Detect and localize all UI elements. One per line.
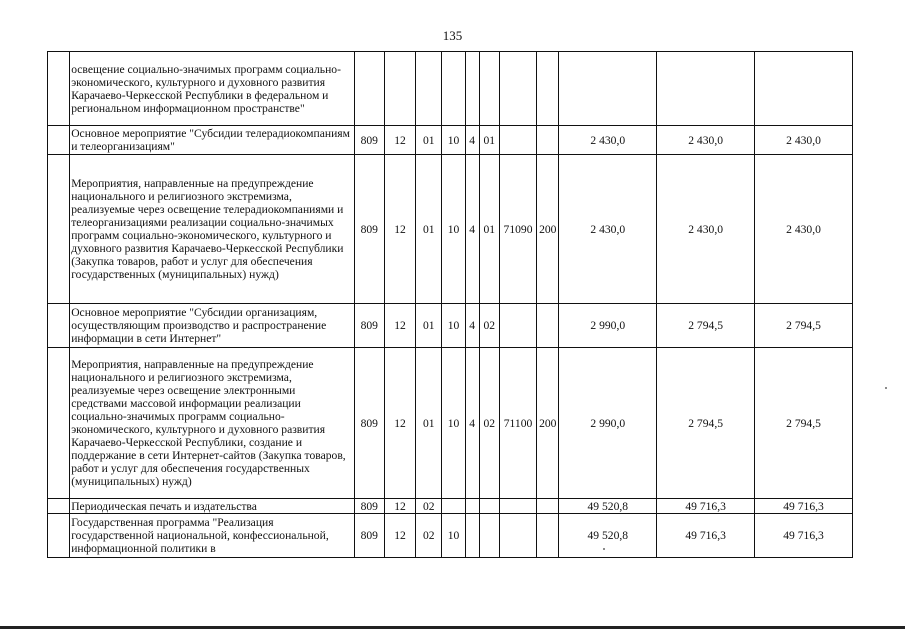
cell-expense-type: 200 [537,155,559,304]
cell-podrazdel: 02 [416,499,442,514]
cell-amount-year-2: 2 430,0 [657,126,755,155]
cell-subprogram [465,514,479,558]
table-row [48,52,853,126]
cell-razdel: 12 [384,514,415,558]
cell-event [479,514,499,558]
table-row [48,304,853,348]
cell-podrazdel: 01 [416,304,442,348]
cell-amount-year-3 [755,52,853,126]
cell-subprogram: 4 [465,155,479,304]
row-name: освещение социально-значимых программ социально-экономического, культурного и духовного развития Карачаево-Черкесской Республики в федеральном и региональном информационном пространстве" [70,52,354,126]
row-name: Основное мероприятие "Субсидии телерадиокомпаниям и телеорганизациям" [70,126,354,155]
row-margin-cell [48,348,70,499]
scan-speck [885,387,887,389]
cell-ved [354,52,384,126]
cell-razdel [384,52,415,126]
cell-expense-type: 200 [537,348,559,499]
cell-podrazdel [416,52,442,126]
cell-razdel: 12 [384,348,415,499]
table-row [48,126,853,155]
cell-program: 10 [442,348,465,499]
cell-event: 02 [479,348,499,499]
cell-subprogram [465,499,479,514]
cell-amount-year-1 [559,52,657,126]
row-margin-cell [48,126,70,155]
cell-amount-year-1: 2 990,0 [559,348,657,499]
table-row [48,499,853,514]
cell-ved: 809 [354,126,384,155]
cell-program [442,52,465,126]
cell-program: 10 [442,155,465,304]
row-margin-cell [48,499,70,514]
cell-expense-type [537,52,559,126]
cell-amount-year-3: 2 794,5 [755,304,853,348]
cell-amount-year-3: 2 794,5 [755,348,853,499]
cell-amount-year-3: 2 430,0 [755,155,853,304]
row-margin-cell [48,155,70,304]
cell-ved: 809 [354,155,384,304]
cell-direction [499,304,536,348]
cell-amount-year-3: 49 716,3 [755,499,853,514]
cell-amount-year-2: 2 794,5 [657,348,755,499]
row-name: Мероприятия, направленные на предупреждение национального и религиозного экстремизма, реализуемые через освещение телерадиокомпаниями и телеорганизациями реализации социально-значимых программ социально-экономического, культурного и духовного развития Карачаево-Черкесской Республики (Закупка товаров, работ и услуг для обеспечения государственных (муниципальных) нужд) [70,155,354,304]
cell-program: 10 [442,304,465,348]
cell-event: 01 [479,155,499,304]
row-name: Периодическая печать и издательства [70,499,354,514]
cell-ved: 809 [354,304,384,348]
cell-direction: 71100 [499,348,536,499]
cell-razdel: 12 [384,126,415,155]
cell-expense-type [537,304,559,348]
row-margin-cell [48,514,70,558]
cell-ved: 809 [354,348,384,499]
cell-amount-year-2: 2 794,5 [657,304,755,348]
cell-podrazdel: 01 [416,126,442,155]
cell-amount-year-1: 49 520,8 [559,514,657,558]
cell-podrazdel: 01 [416,155,442,304]
cell-podrazdel: 02 [416,514,442,558]
budget-table [47,51,853,558]
cell-direction: 71090 [499,155,536,304]
cell-direction [499,52,536,126]
row-name: Основное мероприятие "Субсидии организациям, осуществляющим производство и распространение информации в сети Интернет" [70,304,354,348]
table-row [48,155,853,304]
cell-amount-year-2 [657,52,755,126]
cell-amount-year-1: 2 430,0 [559,155,657,304]
row-margin-cell [48,304,70,348]
cell-expense-type [537,514,559,558]
cell-razdel: 12 [384,155,415,304]
page-number: 135 [442,28,463,43]
cell-event: 01 [479,126,499,155]
cell-subprogram: 4 [465,304,479,348]
row-name: Мероприятия, направленные на предупреждение национального и религиозного экстремизма, реализуемые через освещение электронными средствами массовой информации реализации социально-значимых программ социально-экономического, культурного и духовного развития Карачаево-Черкесской Республики, создание и поддержание в сети Интернет-сайтов (Закупка товаров, работ и услуг для обеспечения государственных (муниципальных) нужд) [70,348,354,499]
cell-razdel: 12 [384,499,415,514]
cell-expense-type [537,126,559,155]
cell-amount-year-3: 2 430,0 [755,126,853,155]
cell-direction [499,499,536,514]
cell-event: 02 [479,304,499,348]
cell-amount-year-2: 49 716,3 [657,499,755,514]
cell-razdel: 12 [384,304,415,348]
cell-program: 10 [442,126,465,155]
cell-subprogram: 4 [465,126,479,155]
cell-program: 10 [442,514,465,558]
cell-amount-year-3: 49 716,3 [755,514,853,558]
cell-amount-year-2: 2 430,0 [657,155,755,304]
scan-speck [603,548,605,550]
row-name: Государственная программа "Реализация государственной национальной, конфессиональной, информационной политики в [70,514,354,558]
table-row [48,348,853,499]
cell-amount-year-1: 2 430,0 [559,126,657,155]
cell-amount-year-2: 49 716,3 [657,514,755,558]
cell-program [442,499,465,514]
cell-podrazdel: 01 [416,348,442,499]
cell-direction [499,126,536,155]
row-margin-cell [48,52,70,126]
cell-expense-type [537,499,559,514]
cell-amount-year-1: 2 990,0 [559,304,657,348]
cell-direction [499,514,536,558]
cell-subprogram: 4 [465,348,479,499]
cell-amount-year-1: 49 520,8 [559,499,657,514]
table-row [48,514,853,558]
cell-event [479,52,499,126]
cell-ved: 809 [354,499,384,514]
cell-event [479,499,499,514]
bottom-rule [0,626,905,629]
cell-subprogram [465,52,479,126]
cell-ved: 809 [354,514,384,558]
